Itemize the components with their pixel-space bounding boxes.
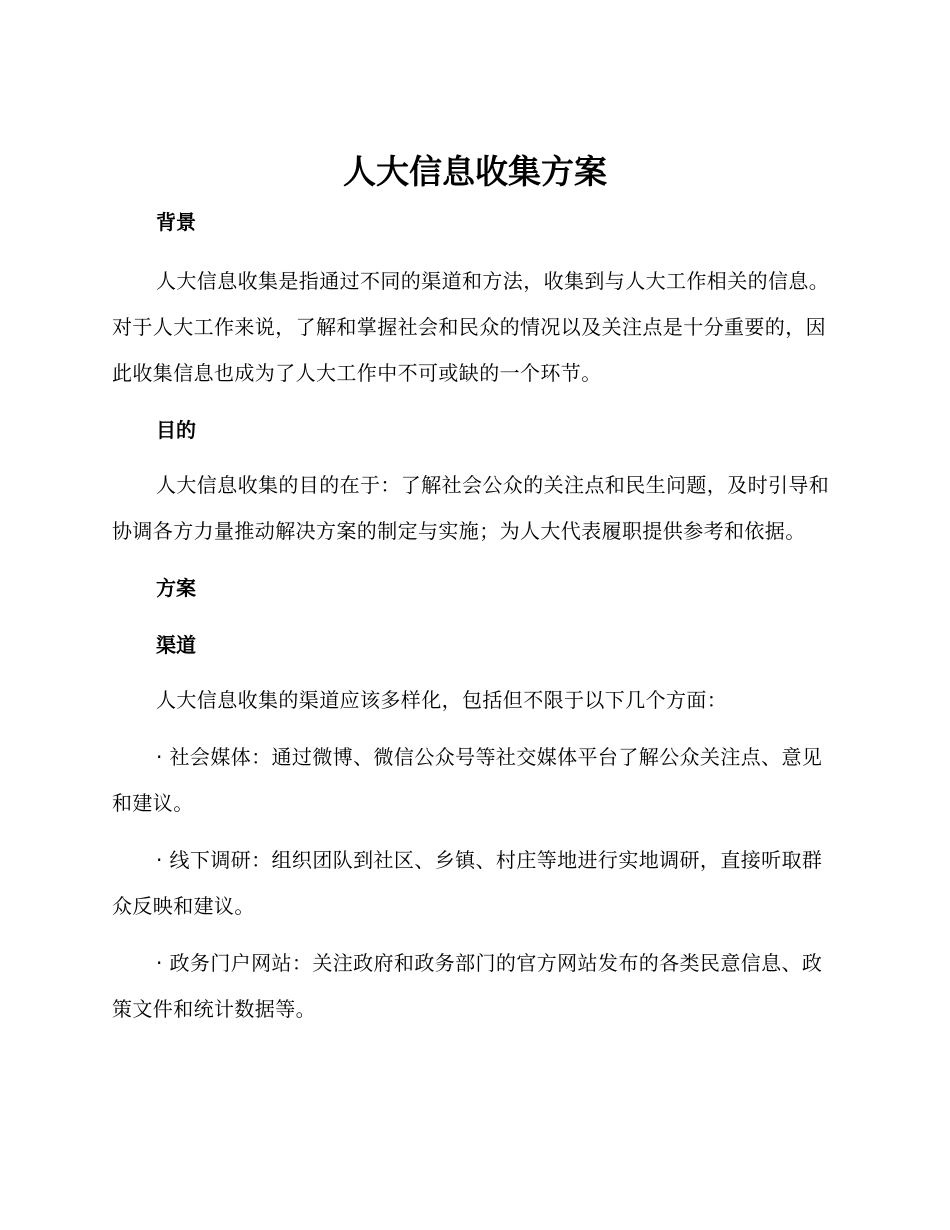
section-heading-plan: 方案: [156, 576, 196, 600]
section-heading-purpose: 目的: [156, 418, 196, 442]
purpose-paragraph: 人大信息收集的目的在于：了解社会公众的关注点和民生问题，及时引导和协调各方力量推动解决方案的制定与实施；为人大代表履职提供参考和依据。: [112, 473, 830, 543]
channel-bullet-government-portal: · 政务门户网站：关注政府和政务部门的官方网站发布的各类民意信息、政策文件和统计数据等。: [112, 951, 823, 1021]
channel-bullet-offline-research: · 线下调研：组织团队到社区、乡镇、村庄等地进行实地调研，直接听取群众反映和建议。: [112, 848, 823, 918]
section-heading-channels: 渠道: [156, 633, 196, 657]
background-paragraph: 人大信息收集是指通过不同的渠道和方法，收集到与人大工作相关的信息。对于人大工作来说，了解和掌握社会和民众的情况以及关注点是十分重要的，因此收集信息也成为了人大工作中不可或缺的一个环节。: [112, 269, 830, 385]
document-body: [112, 200, 840, 1032]
document-title: 人大信息收集方案: [343, 152, 607, 191]
channels-intro-paragraph: 人大信息收集的渠道应该多样化，包括但不限于以下几个方面：: [156, 688, 728, 712]
channel-bullet-social-media: · 社会媒体：通过微博、微信公众号等社交媒体平台了解公众关注点、意见和建议。: [112, 745, 823, 815]
section-heading-background: 背景: [156, 210, 196, 234]
